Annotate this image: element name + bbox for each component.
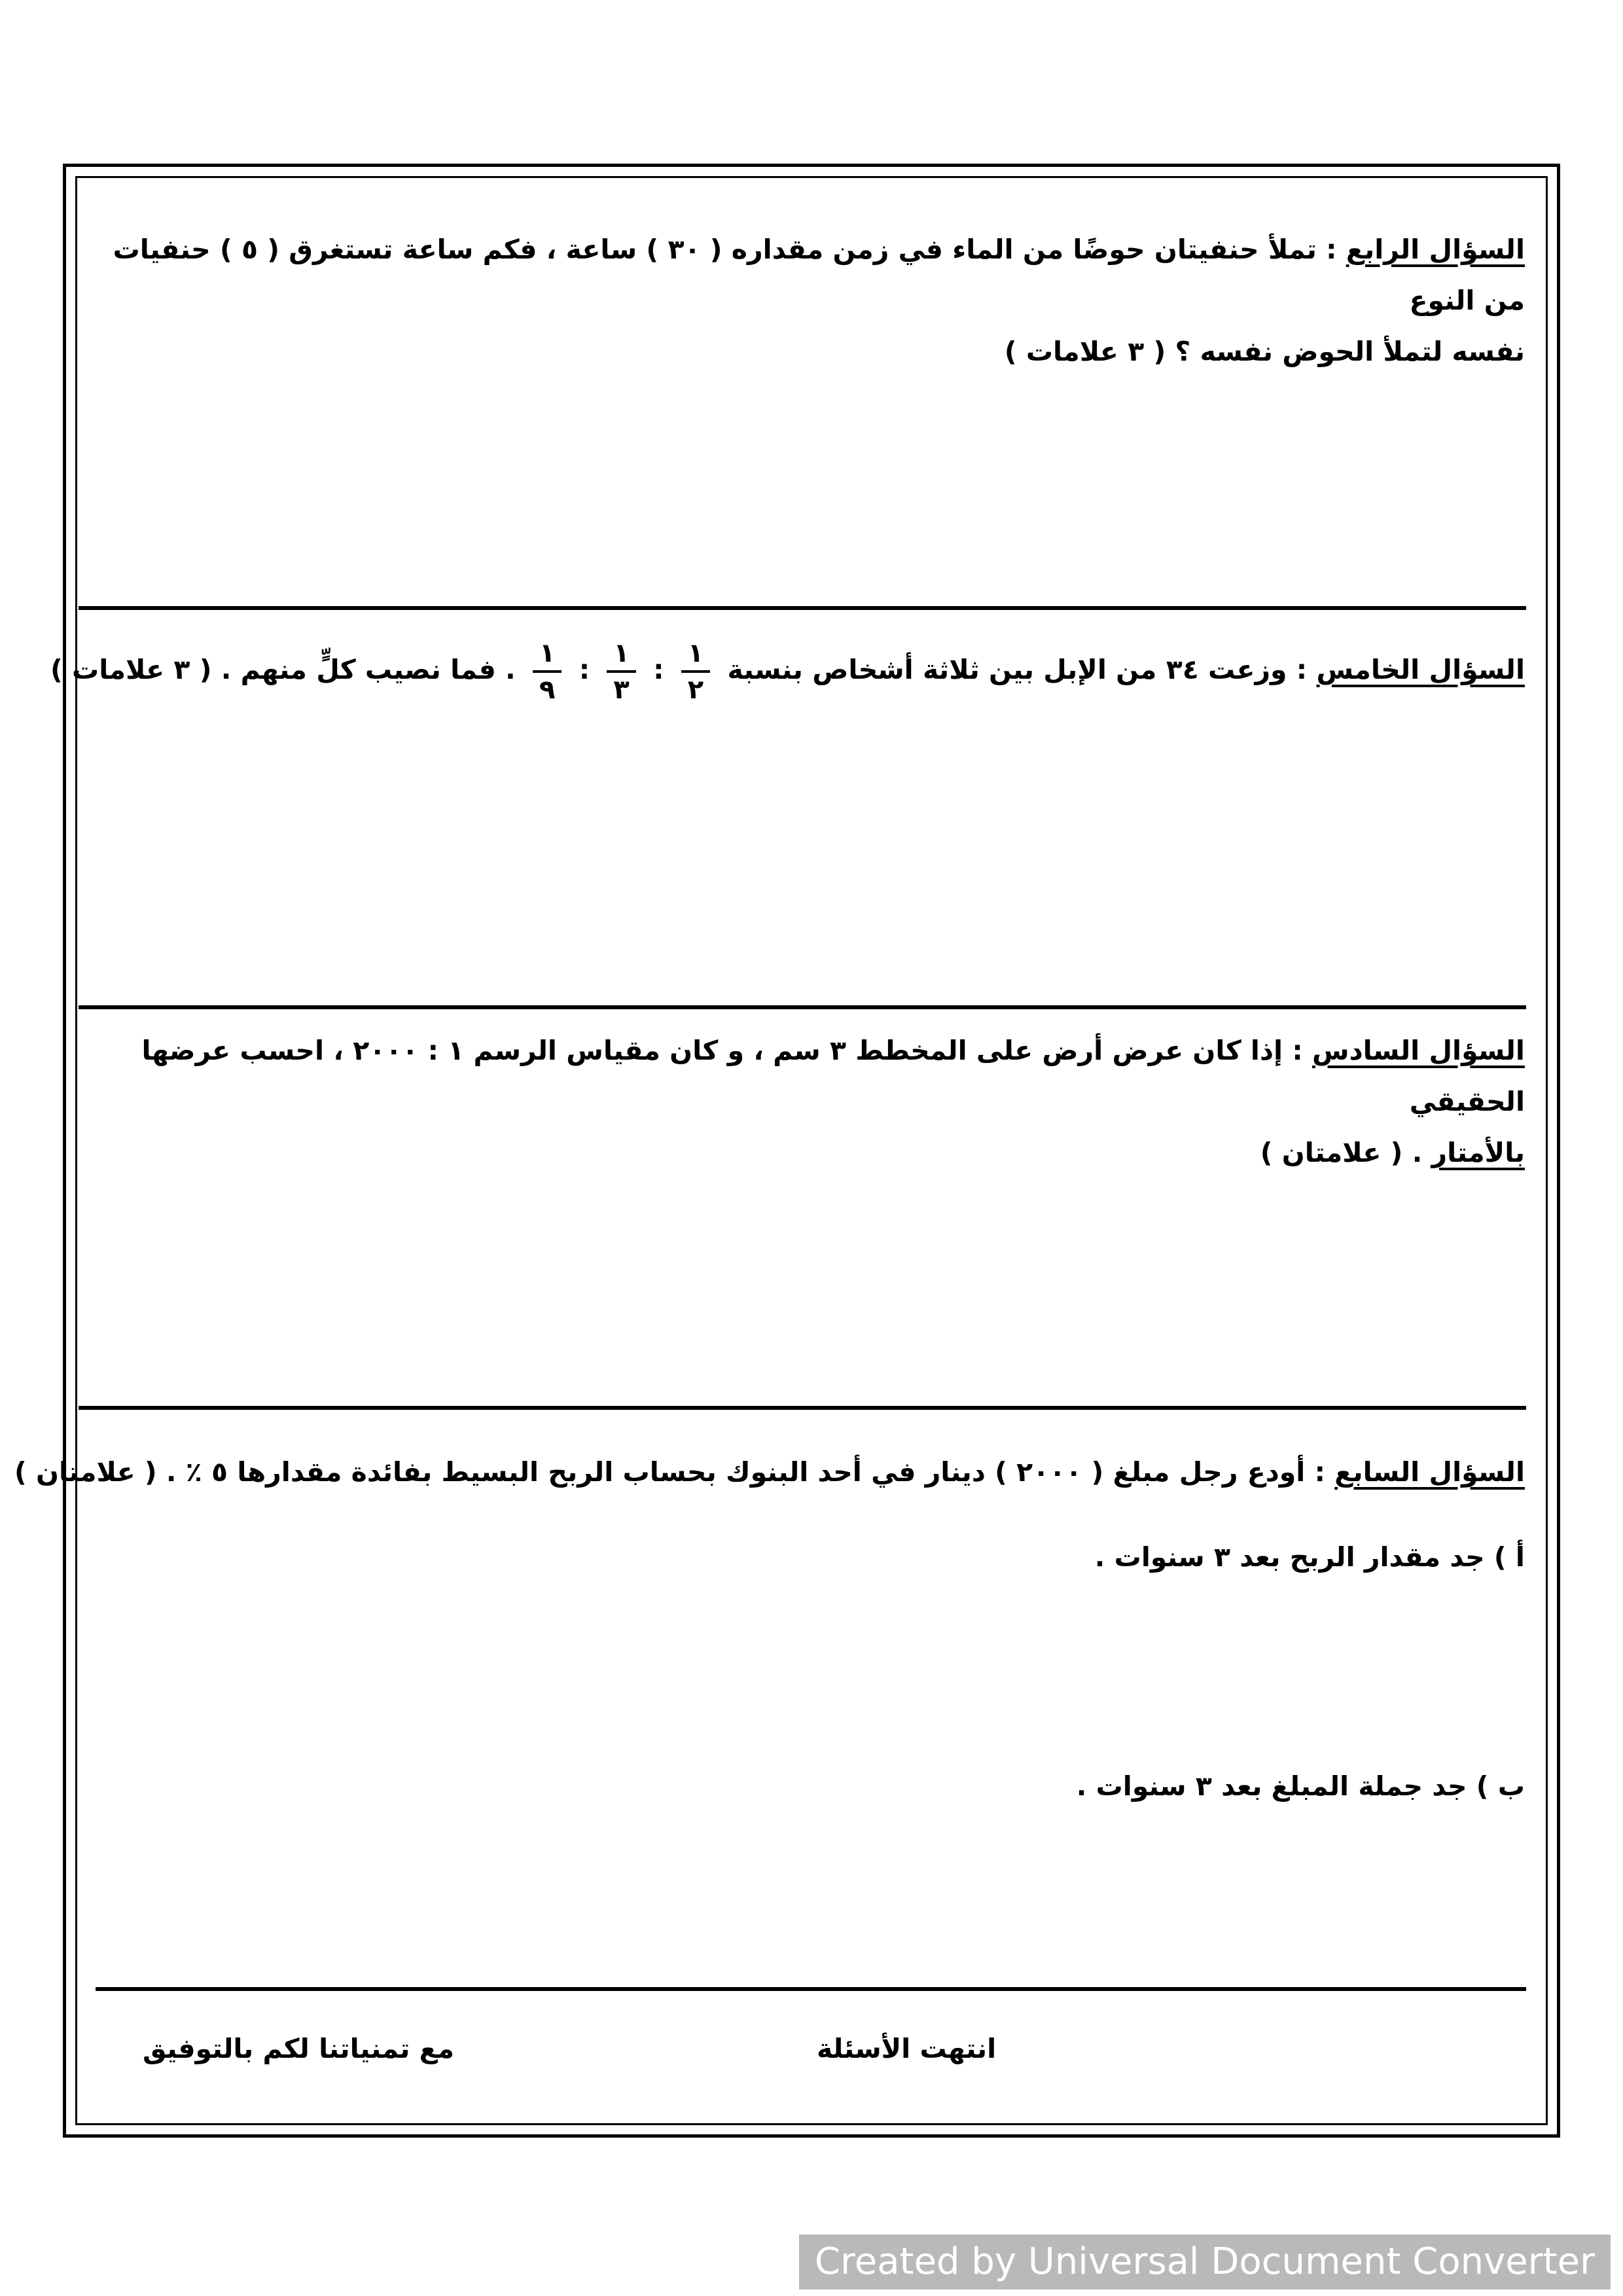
question-4-label: السؤال الرابع: [1346, 234, 1525, 265]
question-5: [50, 638, 1525, 705]
end-of-questions: انتهت الأسئلة: [817, 2033, 997, 2064]
question-4: [79, 224, 1525, 377]
question-6-line-2-rest: . ( علامتان ): [1260, 1137, 1432, 1168]
fraction-denominator: ٢: [687, 675, 704, 705]
divider-1: [79, 606, 1526, 610]
divider-footer: [96, 1987, 1526, 1991]
question-5-text-before: : وزعت ٣٤ من الإبل بين ثلاثة أشخاص بنسبة: [727, 654, 1317, 685]
question-5-label: السؤال الخامس: [1316, 654, 1525, 685]
fraction-denominator: ٣: [613, 675, 630, 705]
question-4-line-2: نفسه لتملأ الحوض نفسه ؟ ( ٣ علامات ): [1004, 336, 1525, 367]
question-5-line-1: [50, 638, 1525, 705]
good-luck-wishes: مع تمنياتنا لكم بالتوفيق: [143, 2033, 455, 2064]
fraction-one-ninth: [533, 640, 562, 703]
question-7-label: السؤال السابع: [1334, 1456, 1525, 1488]
divider-3: [79, 1406, 1526, 1410]
question-7-line-1: [14, 1446, 1525, 1498]
question-7-part-a: أ ) جد مقدار الربح بعد ٣ سنوات .: [1094, 1541, 1525, 1573]
fraction-numerator: ١: [613, 638, 630, 668]
question-4-text: : تملأ حنفيتان حوضًا من الماء في زمن مقداره ( ٣٠ ) ساعة ، فكم ساعة تستغرق ( ٥ ) حنفيات من النوع: [113, 234, 1525, 316]
question-5-text-after: . فما نصيب كلٍّ منهم . ( ٣ علامات ): [50, 654, 516, 685]
fraction-one-third: [607, 640, 635, 703]
fraction-numerator: ١: [539, 638, 556, 668]
fraction-denominator: ٩: [539, 675, 556, 705]
question-6-line-1: [79, 1025, 1525, 1127]
ratio-separator: :: [579, 654, 590, 685]
question-6: [79, 1025, 1525, 1178]
question-6-line-2: [79, 1127, 1525, 1178]
question-6-label: السؤال السادس: [1312, 1035, 1525, 1066]
question-7-part-b: ب ) جد جملة المبلغ بعد ٣ سنوات .: [1076, 1770, 1525, 1802]
question-6-text: : إذا كان عرض أرض على المخطط ٣ سم ، و كان مقياس الرسم ١ : ٢٠٠٠ ، احسب عرضها الحقيقي: [141, 1035, 1525, 1117]
ratio-separator: :: [653, 654, 664, 685]
converter-watermark: Created by Universal Document Converter: [799, 2234, 1611, 2289]
divider-2: [79, 1005, 1526, 1009]
question-4-line-1: [79, 224, 1525, 326]
fraction-one-half: [681, 640, 710, 703]
fraction-numerator: ١: [687, 638, 704, 668]
question-6-underlined-word: بالأمتار: [1431, 1137, 1525, 1168]
question-7-text: : أودع رجل مبلغ ( ٢٠٠٠ ) دينار في أحد البنوك بحساب الربح البسيط بفائدة مقدارها ٥ ٪ . ( علامتان ): [14, 1456, 1335, 1488]
question-7: [14, 1446, 1525, 1498]
